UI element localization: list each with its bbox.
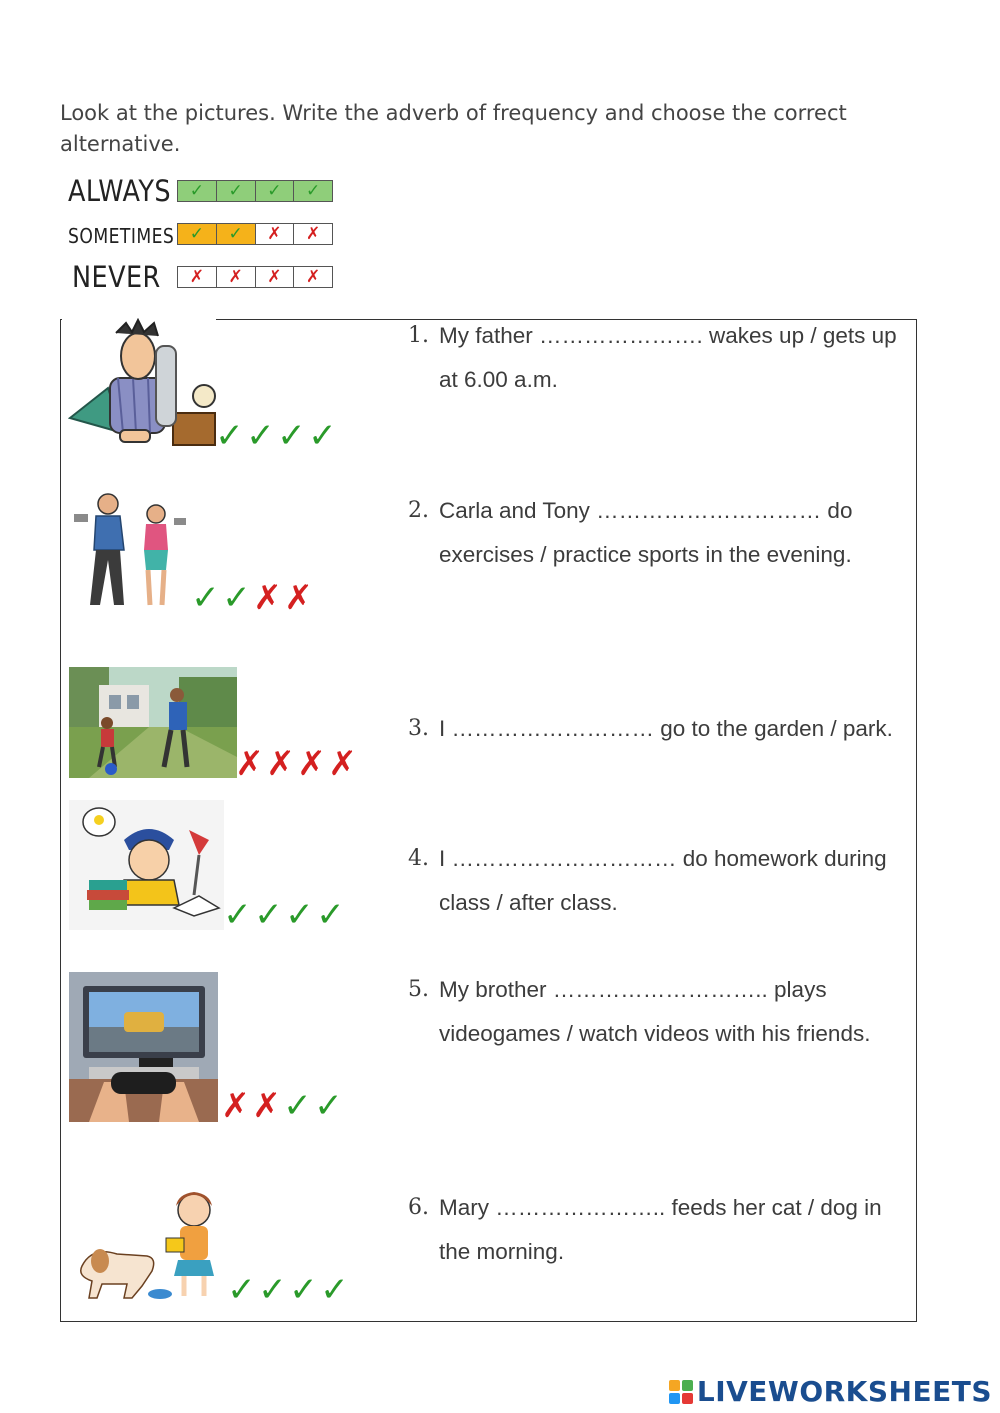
frequency-marks bbox=[190, 580, 314, 616]
cross-icon: ✗ bbox=[306, 224, 321, 244]
check-icon: ✓ bbox=[254, 895, 283, 935]
exercise-item-3 bbox=[408, 707, 908, 751]
check-icon: ✓ bbox=[320, 1270, 349, 1310]
check-icon: ✓ bbox=[178, 181, 217, 201]
man-waking-up-illustration bbox=[68, 318, 218, 453]
item-number: 3. bbox=[408, 716, 429, 741]
check-icon: ✓ bbox=[258, 1270, 287, 1310]
cross-icon: ✗ bbox=[256, 224, 295, 244]
check-icon: ✓ bbox=[294, 181, 332, 201]
legend-sometimes-label: SOMETIMES bbox=[68, 224, 175, 248]
legend-never-scale bbox=[177, 266, 333, 288]
exercise-item-4 bbox=[408, 837, 908, 924]
cross-icon: ✗ bbox=[252, 1086, 281, 1126]
check-icon: ✓ bbox=[277, 416, 306, 456]
cross-icon: ✗ bbox=[266, 744, 295, 784]
cross-icon: ✗ bbox=[253, 578, 282, 618]
frequency-marks bbox=[220, 1088, 344, 1124]
item-sentence: Mary ………………….. feeds her cat / dog in the morning. bbox=[439, 1195, 882, 1264]
check-icon: ✓ bbox=[223, 895, 252, 935]
check-icon: ✓ bbox=[178, 224, 217, 244]
check-icon: ✓ bbox=[308, 416, 337, 456]
check-icon: ✓ bbox=[314, 1086, 343, 1126]
frequency-marks bbox=[214, 418, 338, 454]
legend-always-label: ALWAYS bbox=[68, 174, 172, 208]
videogame-illustration bbox=[69, 972, 218, 1122]
legend-sometimes-scale bbox=[177, 223, 333, 245]
check-icon: ✓ bbox=[283, 1086, 312, 1126]
item-sentence: I ……………………… go to the garden / park. bbox=[439, 716, 893, 741]
item-number: 2. bbox=[408, 498, 429, 523]
frequency-marks bbox=[234, 746, 358, 782]
cross-icon: ✗ bbox=[221, 1086, 250, 1126]
exercise-item-6 bbox=[408, 1186, 908, 1273]
check-icon: ✓ bbox=[217, 224, 256, 244]
check-icon: ✓ bbox=[246, 416, 275, 456]
check-icon: ✓ bbox=[191, 578, 220, 618]
park-photo bbox=[69, 667, 237, 778]
frequency-marks bbox=[222, 897, 346, 933]
cross-icon: ✗ bbox=[178, 267, 217, 287]
boy-doing-homework-illustration bbox=[69, 800, 224, 930]
logo-icon bbox=[669, 1380, 693, 1404]
liveworksheets-logo bbox=[669, 1375, 992, 1408]
girl-feeding-dog-illustration bbox=[72, 1186, 232, 1304]
item-sentence: I ………………………… do homework during class / after class. bbox=[439, 846, 887, 915]
check-icon: ✓ bbox=[256, 181, 295, 201]
couple-exercising-illustration bbox=[68, 490, 193, 612]
check-icon: ✓ bbox=[289, 1270, 318, 1310]
cross-icon: ✗ bbox=[328, 744, 357, 784]
legend-never-label: NEVER bbox=[72, 260, 161, 294]
exercise-item-5 bbox=[408, 968, 908, 1055]
check-icon: ✓ bbox=[222, 578, 251, 618]
cross-icon: ✗ bbox=[217, 267, 256, 287]
check-icon: ✓ bbox=[285, 895, 314, 935]
exercise-item-2 bbox=[408, 489, 908, 576]
legend-always-scale bbox=[177, 180, 333, 202]
item-sentence: My father …………………. wakes up / gets up at 6.00 a.m. bbox=[439, 323, 897, 392]
cross-icon: ✗ bbox=[235, 744, 264, 784]
brand-name: LIVEWORKSHEETS bbox=[696, 1375, 992, 1408]
item-number: 6. bbox=[408, 1195, 429, 1220]
check-icon: ✓ bbox=[215, 416, 244, 456]
item-sentence: My brother ……………………….. plays videogames / watch videos with his friends. bbox=[439, 977, 871, 1046]
check-icon: ✓ bbox=[227, 1270, 256, 1310]
check-icon: ✓ bbox=[316, 895, 345, 935]
item-number: 1. bbox=[408, 323, 429, 348]
check-icon: ✓ bbox=[217, 181, 256, 201]
item-number: 5. bbox=[408, 977, 429, 1002]
item-sentence: Carla and Tony ………………………… do exercises / practice sports in the evening. bbox=[439, 498, 853, 567]
cross-icon: ✗ bbox=[256, 267, 295, 287]
frequency-marks bbox=[226, 1272, 350, 1308]
item-number: 4. bbox=[408, 846, 429, 871]
exercise-item-1 bbox=[408, 314, 908, 401]
instructions-text: Look at the pictures. Write the adverb of frequency and choose the correct alternative. bbox=[60, 101, 847, 156]
cross-icon: ✗ bbox=[284, 578, 313, 618]
cross-icon: ✗ bbox=[297, 744, 326, 784]
cross-icon: ✗ bbox=[306, 267, 321, 287]
